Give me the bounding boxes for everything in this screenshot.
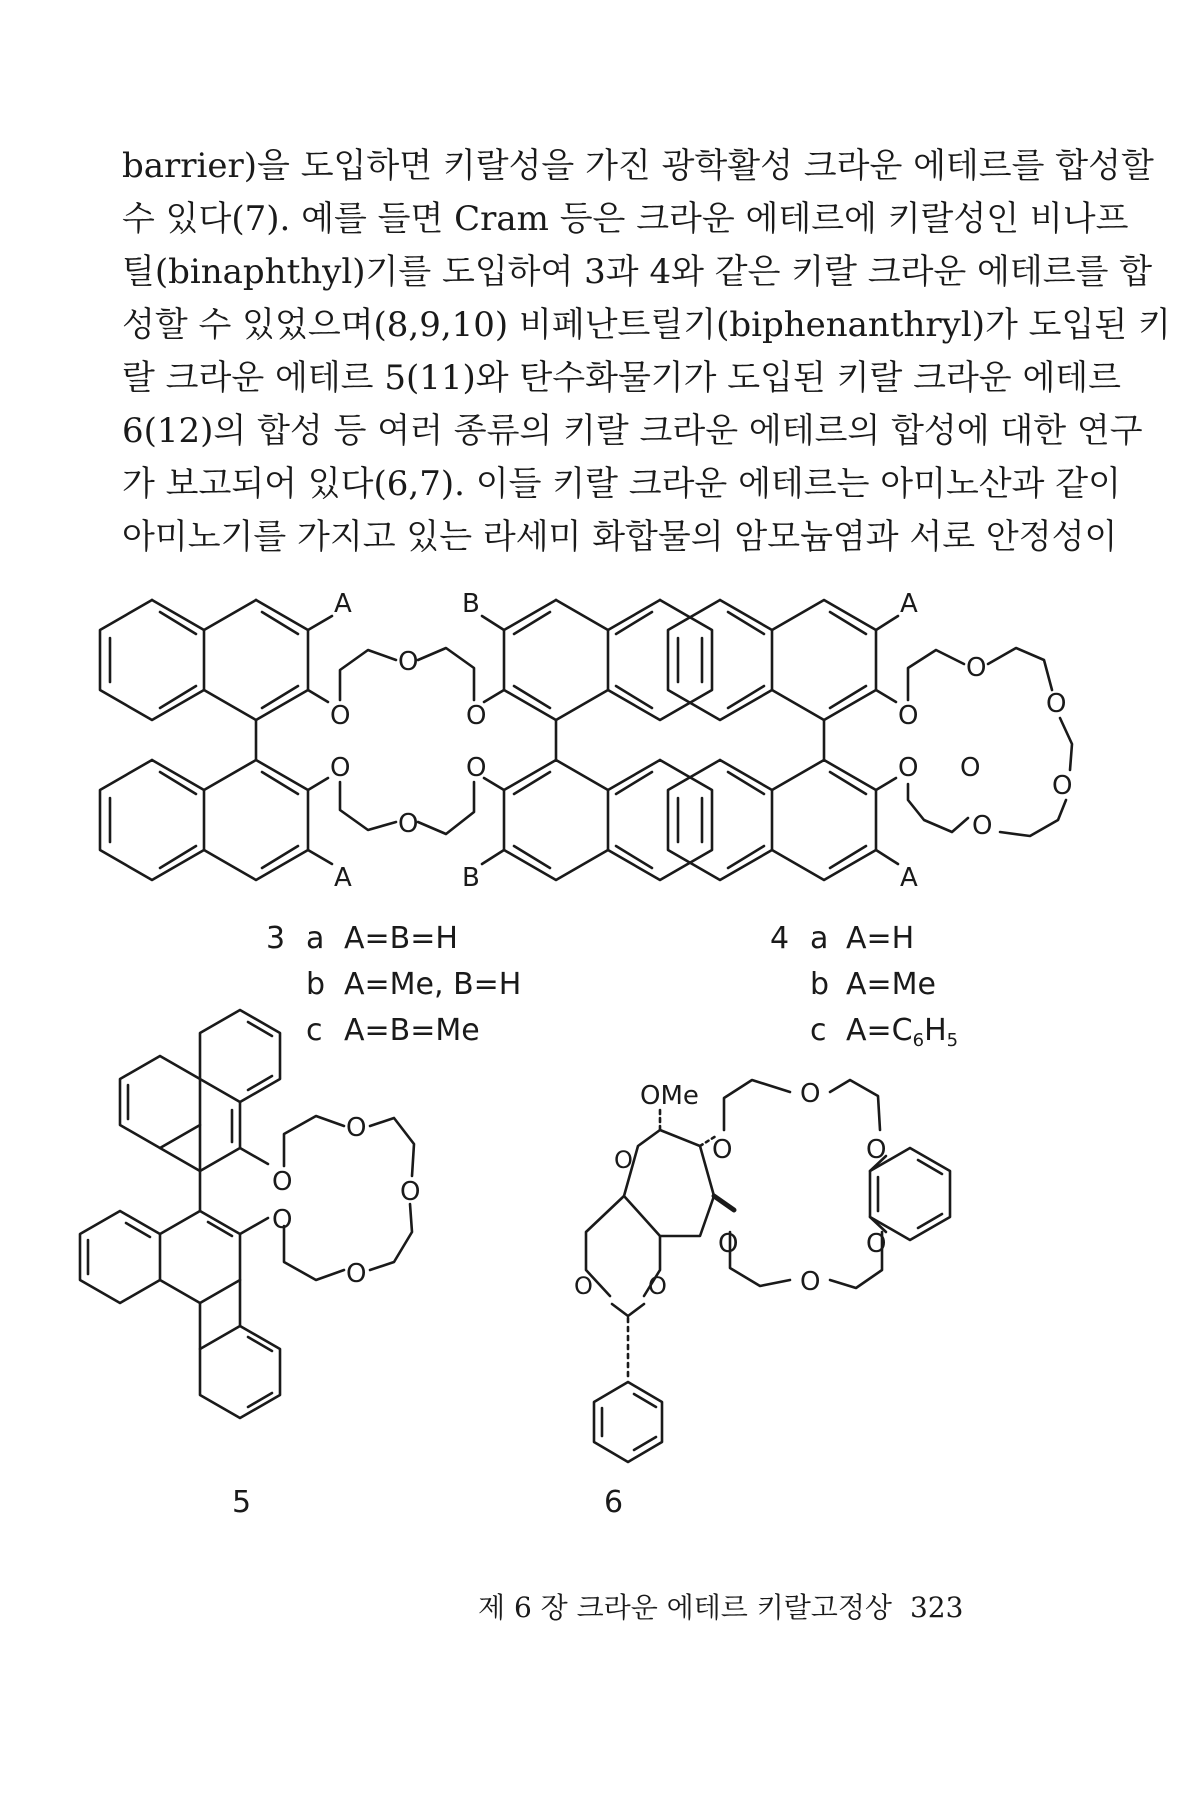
text-line-8: 아미노기를 가지고 있는 라세미 화합물의 암모늄염과 서로 안정성이 <box>122 517 1118 557</box>
label-b-bottom-3: B <box>462 863 480 893</box>
oxygen-label: O <box>712 1135 733 1165</box>
oxygen-label: O <box>272 1205 293 1235</box>
oxygen-label: O <box>398 809 419 839</box>
oxygen-label: O <box>800 1079 821 1109</box>
caption-3a-text: A=B=H <box>344 921 458 956</box>
oxygen-label: O <box>330 753 351 783</box>
label-b-top-3: B <box>462 589 480 619</box>
caption-3c-text: A=B=Me <box>344 1013 480 1048</box>
caption-4c-sub1: 6 <box>912 1030 925 1051</box>
oxygen-label: O <box>346 1113 367 1143</box>
oxygen-label: O <box>966 653 987 683</box>
caption-4-number: 4 <box>770 921 790 956</box>
oxygen-label: O <box>898 753 919 783</box>
structure-5-bonds <box>80 1010 414 1418</box>
label-a-top-3: A <box>334 589 352 619</box>
text-line-5: 랄 크라운 에테르 5(11)와 탄수화물기가 도입된 키랄 크라운 에테르 <box>122 358 1121 398</box>
oxygen-label: O <box>866 1229 887 1259</box>
oxygen-label: O <box>800 1267 821 1297</box>
caption-6: 6 <box>604 1485 624 1520</box>
caption-4c-text <box>846 1013 958 1051</box>
oxygen-label: O <box>398 647 419 677</box>
oxygen-label: O <box>466 753 487 783</box>
label-a-bottom-3: A <box>334 863 352 893</box>
caption-3a-letter: a <box>306 921 325 956</box>
label-a-bottom-4: A <box>900 863 918 893</box>
oxygen-label: O <box>1046 689 1067 719</box>
page-footer <box>478 1586 963 1626</box>
oxygen-label: O <box>272 1167 293 1197</box>
oxygen-label: O <box>466 701 487 731</box>
oxygen-label: O <box>718 1229 739 1259</box>
caption-3 <box>266 921 521 1048</box>
caption-3b-text: A=Me, B=H <box>344 967 522 1002</box>
text-line-4: 성할 수 있었으며(8,9,10) 비페난트릴기(biphenanthryl)가 도입된 키 <box>122 305 1171 345</box>
oxygen-label: O <box>614 1146 633 1174</box>
chapter-title: 제 6 장 크라운 에테르 키랄고정상 <box>478 1591 892 1624</box>
text-line-2: 수 있다(7). 예를 들면 Cram 등은 크라운 에테르에 키랄성인 비나프 <box>122 199 1129 239</box>
label-a-top-4: A <box>900 589 918 619</box>
oxygen-label: O <box>1052 771 1073 801</box>
caption-4c-mid: H <box>924 1013 947 1048</box>
caption-5: 5 <box>232 1485 252 1520</box>
oxygen-label: O <box>400 1177 421 1207</box>
caption-4a-text: A=H <box>846 921 915 956</box>
caption-4a-letter: a <box>810 921 829 956</box>
ome-label: OMe <box>640 1081 699 1111</box>
oxygen-label: O <box>346 1259 367 1289</box>
caption-4c-letter: c <box>810 1013 827 1048</box>
oxygen-label: O <box>866 1135 887 1165</box>
oxygen-label: O <box>960 753 981 783</box>
caption-4 <box>770 921 958 1051</box>
page-number: 323 <box>909 1591 964 1624</box>
text-line-6: 6(12)의 합성 등 여러 종류의 키랄 크라운 에테르의 합성에 대한 연구 <box>122 411 1143 451</box>
text-line-7: 가 보고되어 있다(6,7). 이들 키랄 크라운 에테르는 아미노산과 같이 <box>122 464 1121 504</box>
caption-4c-main: A=C <box>846 1013 913 1048</box>
oxygen-label: O <box>648 1272 667 1300</box>
caption-3c-letter: c <box>306 1013 323 1048</box>
caption-3-number: 3 <box>266 921 286 956</box>
caption-4c-sub2: 5 <box>946 1030 959 1051</box>
caption-3b-letter: b <box>306 967 326 1002</box>
structure-6-bonds <box>586 1080 950 1462</box>
text-line-3: 틸(binaphthyl)기를 도입하여 3과 4와 같은 키랄 크라운 에테르를 합 <box>122 252 1153 292</box>
oxygen-label: O <box>330 701 351 731</box>
text-line-1: barrier)을 도입하면 키랄성을 가진 광학활성 크라운 에테르를 합성할 <box>122 146 1154 186</box>
oxygen-label: O <box>898 701 919 731</box>
caption-4b-letter: b <box>810 967 830 1002</box>
caption-4b-text: A=Me <box>846 967 936 1002</box>
oxygen-label: O <box>574 1272 593 1300</box>
oxygen-label: O <box>972 811 993 841</box>
structure-4-bonds <box>668 600 1072 880</box>
